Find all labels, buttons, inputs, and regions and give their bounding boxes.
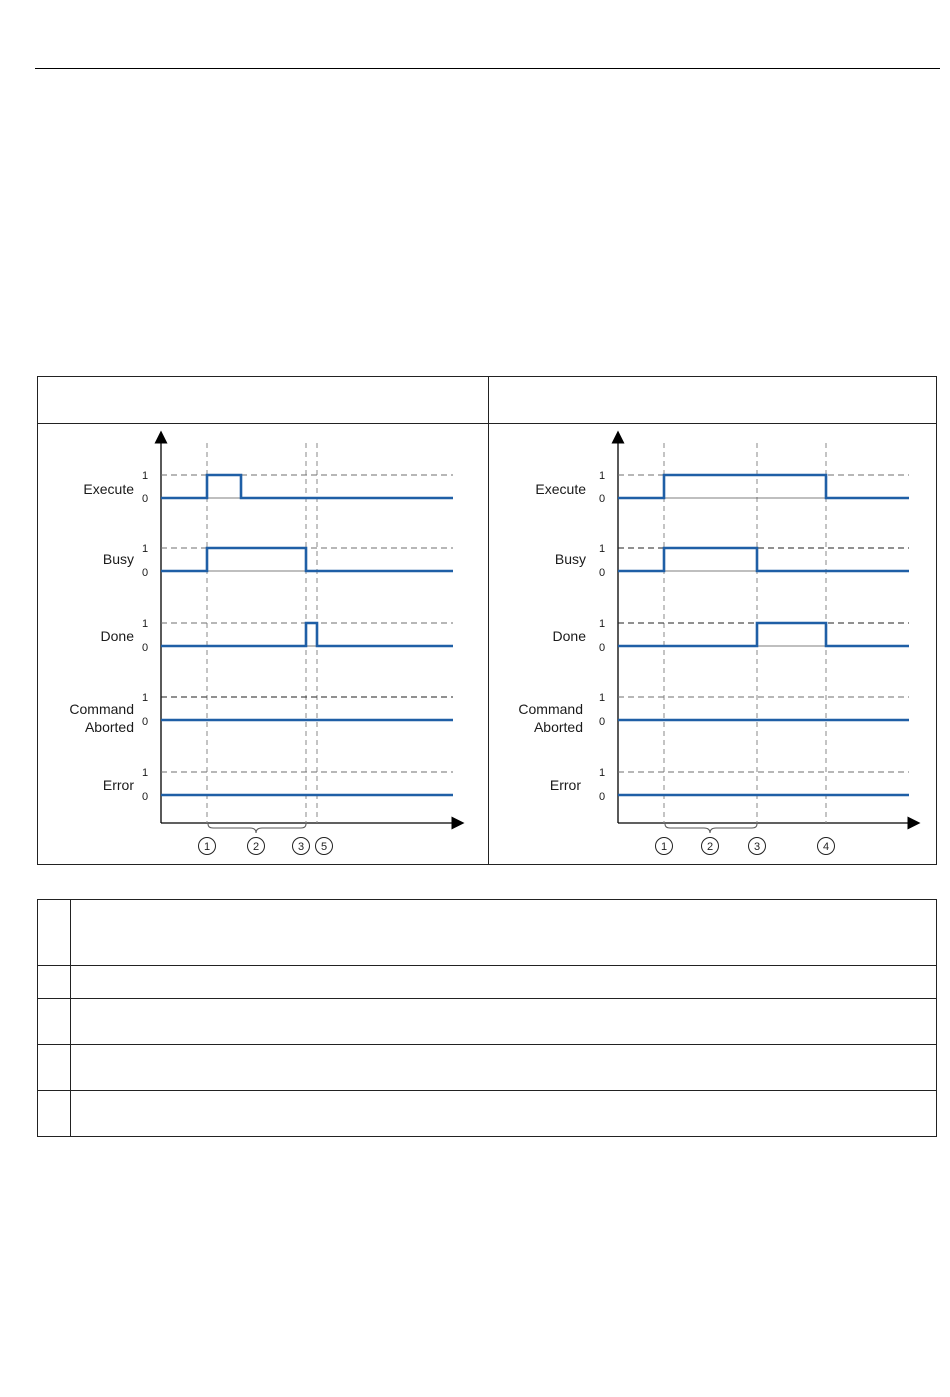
right-execute-trace: [618, 475, 909, 498]
left-marker-2: 2: [252, 841, 260, 853]
legend-row: [38, 1045, 936, 1091]
svg-text:0: 0: [598, 716, 606, 728]
right-done-trace: [618, 623, 909, 646]
left-timing-diagram: [69, 437, 458, 855]
left-execute-trace: [161, 475, 453, 498]
right-busy-trace: [618, 548, 909, 571]
right-label-command: Command: [518, 701, 583, 717]
right-marker-1: 1: [660, 841, 668, 853]
legend-row: [38, 999, 936, 1045]
legend-row-number: [38, 1045, 71, 1090]
right-label-aborted: Aborted: [533, 719, 583, 735]
left-label-aborted: Aborted: [84, 719, 134, 735]
right-label-done: Done: [552, 628, 586, 644]
right-label-execute: Execute: [535, 481, 586, 497]
svg-text:0: 0: [141, 791, 149, 803]
svg-text:1: 1: [598, 618, 606, 630]
left-marker-3: 3: [297, 841, 305, 853]
legend-row: [38, 900, 936, 966]
svg-text:1: 1: [598, 470, 606, 482]
svg-text:1: 1: [141, 543, 149, 555]
svg-text:1: 1: [141, 470, 149, 482]
svg-text:0: 0: [598, 642, 606, 654]
legend-row: [38, 966, 936, 999]
svg-text:0: 0: [598, 493, 606, 505]
svg-text:1: 1: [598, 767, 606, 779]
timing-diagram-table: [37, 376, 937, 865]
right-label-busy: Busy: [554, 551, 586, 567]
right-brace: [665, 824, 757, 833]
left-busy-trace: [161, 548, 453, 571]
svg-text:0: 0: [141, 567, 149, 579]
legend-table: [37, 899, 937, 1137]
svg-text:0: 0: [141, 642, 149, 654]
svg-text:0: 0: [141, 493, 149, 505]
legend-row-number: [38, 966, 71, 998]
left-label-done: Done: [100, 628, 134, 644]
svg-text:0: 0: [141, 716, 149, 728]
header-rule: [35, 68, 940, 69]
left-label-busy: Busy: [102, 551, 134, 567]
legend-row-number: [38, 900, 71, 965]
svg-text:1: 1: [141, 692, 149, 704]
left-label-command: Command: [69, 701, 134, 717]
legend-row-number: [38, 1091, 71, 1136]
left-label-execute: Execute: [83, 481, 134, 497]
left-done-trace: [161, 623, 453, 646]
left-marker-1: 1: [203, 841, 211, 853]
right-timing-diagram: [518, 437, 914, 855]
svg-text:1: 1: [598, 543, 606, 555]
right-marker-3: 3: [753, 841, 761, 853]
left-label-error: Error: [102, 777, 134, 793]
left-brace: [208, 824, 306, 833]
left-marker-5: 5: [320, 841, 328, 853]
legend-row: [38, 1091, 936, 1136]
right-label-error: Error: [549, 777, 581, 793]
svg-text:0: 0: [598, 567, 606, 579]
svg-text:1: 1: [141, 618, 149, 630]
svg-text:0: 0: [598, 791, 606, 803]
right-marker-2: 2: [706, 841, 714, 853]
svg-text:1: 1: [141, 767, 149, 779]
legend-row-number: [38, 999, 71, 1044]
svg-text:1: 1: [598, 692, 606, 704]
right-marker-4: 4: [822, 841, 830, 853]
timing-diagrams: [38, 377, 938, 866]
